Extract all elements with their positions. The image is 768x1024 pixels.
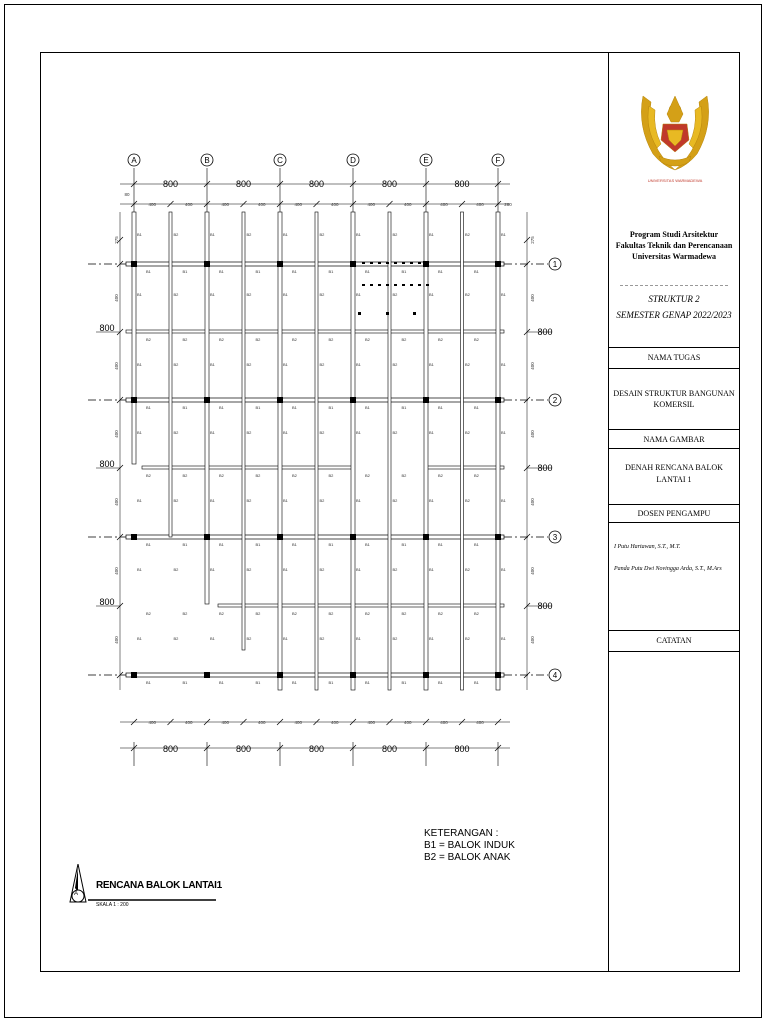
dimension-subspan-label: 400 bbox=[403, 202, 412, 207]
beam-label: B1 bbox=[182, 269, 188, 274]
beam-label: B1 bbox=[438, 269, 443, 274]
beam-label: B2 bbox=[255, 611, 261, 616]
beam-label: B1 bbox=[501, 636, 506, 641]
dimension-span-label: 800 bbox=[308, 179, 325, 189]
dimension-span-label: 800 bbox=[381, 744, 398, 754]
beam-label: B1 bbox=[210, 232, 215, 237]
drawing-scale: SKALA 1 : 200 bbox=[96, 902, 129, 908]
void-dot bbox=[370, 262, 373, 264]
beam-label: B2 bbox=[319, 498, 325, 503]
void-dot bbox=[402, 284, 405, 286]
grid-label-col: F bbox=[495, 156, 501, 165]
beam-label: B2 bbox=[319, 362, 325, 367]
beam-label: B1 bbox=[328, 269, 334, 274]
dimension-span-label: 800 bbox=[381, 179, 398, 189]
grid-label-row: 3 bbox=[552, 533, 558, 542]
dimension-edge-label: 275 bbox=[114, 236, 119, 244]
dimension-subspan-label: 400 bbox=[367, 202, 376, 207]
beam-label: B2 bbox=[438, 473, 443, 478]
beam-b1-vertical bbox=[278, 212, 282, 690]
beam-label: B2 bbox=[319, 430, 325, 435]
beam-label: B1 bbox=[438, 405, 443, 410]
dimension-subspan-label: 400 bbox=[114, 636, 119, 644]
beam-label: B1 bbox=[219, 269, 224, 274]
beam-label: B1 bbox=[283, 362, 288, 367]
beam-label: B2 bbox=[182, 473, 188, 478]
beam-label: B2 bbox=[182, 337, 188, 342]
beam-label: B1 bbox=[429, 292, 434, 297]
void-dot bbox=[362, 262, 365, 264]
dimension-subspan-label: 400 bbox=[221, 202, 230, 207]
beam-label: B2 bbox=[319, 232, 325, 237]
svg-text:UNIVERSITAS WARMADEWA: UNIVERSITAS WARMADEWA bbox=[647, 178, 703, 183]
beam-label: B2 bbox=[465, 362, 470, 367]
beam-label: B1 bbox=[429, 498, 434, 503]
beam-label: B2 bbox=[246, 567, 252, 572]
beam-label: B1 bbox=[219, 542, 224, 547]
beam-label: B1 bbox=[283, 567, 288, 572]
beam-label: B2 bbox=[392, 498, 398, 503]
dimension-subspan-label: 400 bbox=[530, 567, 535, 575]
beam-label: B1 bbox=[137, 232, 142, 237]
institution-line1: Program Studi Arsitektur bbox=[629, 230, 719, 239]
beam-label: B2 bbox=[246, 430, 252, 435]
beam-label: B1 bbox=[328, 405, 334, 410]
beam-label: B1 bbox=[365, 542, 370, 547]
beam-label: B2 bbox=[465, 567, 470, 572]
structural-column bbox=[277, 672, 283, 678]
beam-label: B2 bbox=[365, 611, 370, 616]
dimension-subspan-label: 400 bbox=[476, 720, 484, 725]
beam-label: B2 bbox=[292, 337, 297, 342]
beam-label: B1 bbox=[146, 542, 151, 547]
void-dot bbox=[378, 262, 381, 264]
beam-label: B1 bbox=[356, 292, 361, 297]
dimension-subspan-label: 400 bbox=[114, 362, 119, 370]
beam-label: B1 bbox=[137, 292, 142, 297]
beam-b1-vertical bbox=[424, 212, 428, 690]
void-dot bbox=[394, 284, 397, 286]
beam-label: B1 bbox=[501, 498, 506, 503]
beam-label: B1 bbox=[210, 498, 215, 503]
beam-label: B1 bbox=[474, 680, 479, 685]
beam-label: B2 bbox=[173, 362, 179, 367]
beam-label: B2 bbox=[246, 498, 252, 503]
dimension-subspan-label: 400 bbox=[257, 202, 266, 207]
beam-label: B1 bbox=[429, 232, 434, 237]
structural-column bbox=[350, 534, 356, 540]
beam-label: B2 bbox=[401, 473, 407, 478]
beam-label: B1 bbox=[501, 567, 506, 572]
beam-label: B2 bbox=[319, 567, 325, 572]
beam-label: B2 bbox=[328, 473, 334, 478]
dimension-edge-label: 80 bbox=[124, 192, 130, 197]
beam-b1-vertical bbox=[132, 212, 136, 464]
structural-column bbox=[131, 261, 137, 267]
keterangan-b1: B1 = BALOK INDUK bbox=[424, 840, 515, 851]
dimension-span-label: 800 bbox=[454, 744, 470, 754]
structural-column bbox=[495, 397, 501, 403]
beam-label: B2 bbox=[392, 362, 398, 367]
dimension-subspan-label: 400 bbox=[114, 430, 119, 438]
beam-label: B1 bbox=[146, 269, 151, 274]
nama-tugas-label: NAMA TUGAS bbox=[647, 353, 701, 362]
beam-label: B1 bbox=[292, 680, 297, 685]
structural-column bbox=[131, 397, 137, 403]
beam-label: B1 bbox=[182, 680, 188, 685]
void-dot bbox=[402, 262, 405, 264]
beam-label: B1 bbox=[356, 636, 361, 641]
beam-label: B1 bbox=[210, 362, 215, 367]
beam-label: B1 bbox=[292, 405, 297, 410]
beam-label: B2 bbox=[173, 232, 179, 237]
dimension-span-label: 800 bbox=[162, 179, 179, 189]
structural-column bbox=[277, 261, 283, 267]
beam-label: B1 bbox=[137, 567, 142, 572]
structural-column bbox=[495, 672, 501, 678]
beam-label: B1 bbox=[182, 405, 188, 410]
beam-label: B1 bbox=[255, 680, 261, 685]
beam-label: B1 bbox=[356, 498, 361, 503]
structural-column bbox=[350, 397, 356, 403]
structural-column bbox=[204, 397, 210, 403]
beam-label: B2 bbox=[146, 473, 151, 478]
dimension-subspan-label: 400 bbox=[294, 202, 303, 207]
dimension-subspan-label: 400 bbox=[184, 202, 193, 207]
beam-label: B1 bbox=[292, 542, 297, 547]
beam-label: B1 bbox=[401, 542, 407, 547]
void-dot bbox=[413, 312, 416, 315]
beam-b2-vertical bbox=[169, 212, 172, 537]
structural-column bbox=[495, 534, 501, 540]
grid-label-col: D bbox=[350, 156, 356, 165]
beam-label: B1 bbox=[401, 680, 407, 685]
void-dot bbox=[418, 262, 421, 264]
beam-label: B2 bbox=[173, 498, 179, 503]
beam-label: B1 bbox=[255, 405, 261, 410]
structural-column bbox=[204, 672, 210, 678]
beam-label: B1 bbox=[137, 636, 142, 641]
beam-b2-horizontal bbox=[426, 466, 504, 469]
structural-column bbox=[423, 397, 429, 403]
beam-label: B1 bbox=[501, 430, 506, 435]
structural-column bbox=[423, 672, 429, 678]
beam-label: B2 bbox=[474, 337, 479, 342]
beam-label: B2 bbox=[255, 473, 261, 478]
grid-label-row: 2 bbox=[552, 396, 558, 405]
dimension-span-label: 800 bbox=[235, 744, 252, 754]
dosen-label: DOSEN PENGAMPU bbox=[637, 509, 711, 518]
beam-label: B1 bbox=[356, 430, 361, 435]
beam-label: B1 bbox=[283, 430, 288, 435]
void-dot bbox=[362, 284, 365, 286]
beam-label: B1 bbox=[328, 680, 334, 685]
dimension-subspan-label: 400 bbox=[530, 430, 535, 438]
structural-column bbox=[277, 397, 283, 403]
beam-label: B1 bbox=[438, 680, 443, 685]
beam-label: B2 bbox=[292, 611, 297, 616]
void-dot bbox=[410, 262, 413, 264]
beam-label: B1 bbox=[283, 232, 288, 237]
beam-label: B1 bbox=[137, 430, 142, 435]
structural-column bbox=[204, 534, 210, 540]
beam-label: B2 bbox=[246, 362, 252, 367]
dimension-span-label: 800 bbox=[537, 601, 553, 611]
grid-label-col: B bbox=[204, 156, 210, 165]
structural-column bbox=[204, 261, 210, 267]
beam-label: B2 bbox=[328, 337, 334, 342]
dimension-span-label: 800 bbox=[537, 327, 553, 337]
dimension-subspan-label: 400 bbox=[114, 567, 119, 575]
void-dot bbox=[426, 284, 429, 286]
institution-line3: Universitas Warmadewa bbox=[631, 252, 717, 261]
void-dot bbox=[358, 312, 361, 315]
void-dot bbox=[378, 284, 381, 286]
beam-label: B2 bbox=[392, 232, 398, 237]
dimension-subspan-label: 400 bbox=[114, 294, 119, 302]
beam-label: B1 bbox=[438, 542, 443, 547]
beam-label: B1 bbox=[365, 405, 370, 410]
beam-b2-vertical bbox=[388, 212, 391, 690]
dimension-subspan-label: 400 bbox=[148, 202, 157, 207]
dimension-subspan-label: 400 bbox=[367, 720, 376, 725]
dimension-span-label: 800 bbox=[235, 179, 252, 189]
grid-label-col: E bbox=[423, 156, 429, 165]
beam-label: B1 bbox=[210, 292, 215, 297]
beam-label: B2 bbox=[465, 292, 470, 297]
beam-label: B2 bbox=[474, 611, 479, 616]
dimension-subspan-label: 400 bbox=[257, 720, 266, 725]
structural-column bbox=[350, 261, 356, 267]
beam-label: B1 bbox=[283, 636, 288, 641]
beam-label: B2 bbox=[146, 611, 151, 616]
beam-label: B2 bbox=[173, 567, 179, 572]
institution-line2: Fakultas Teknik dan Perencanaan bbox=[615, 241, 733, 250]
dimension-subspan-label: 400 bbox=[114, 498, 119, 506]
dimension-subspan-label: 400 bbox=[184, 720, 193, 725]
dimension-subspan-label: 400 bbox=[530, 498, 535, 506]
beam-label: B1 bbox=[501, 362, 506, 367]
beam-label: B2 bbox=[319, 636, 325, 641]
beam-label: B1 bbox=[401, 405, 407, 410]
beam-label: B1 bbox=[401, 269, 407, 274]
beam-label: B1 bbox=[146, 680, 151, 685]
void-dot bbox=[418, 284, 421, 286]
beam-label: B1 bbox=[429, 567, 434, 572]
beam-label: B2 bbox=[246, 232, 252, 237]
beam-label: B2 bbox=[401, 337, 407, 342]
beam-label: B2 bbox=[146, 337, 151, 342]
beam-label: B1 bbox=[474, 269, 479, 274]
beam-label: B1 bbox=[283, 292, 288, 297]
dimension-subspan-label: 400 bbox=[330, 720, 339, 725]
beam-b2-vertical bbox=[315, 212, 318, 690]
beam-label: B1 bbox=[356, 567, 361, 572]
beam-label: B2 bbox=[438, 337, 443, 342]
void-dot bbox=[394, 262, 397, 264]
structural-column bbox=[495, 261, 501, 267]
beam-b1-vertical bbox=[205, 212, 209, 604]
keterangan-title: KETERANGAN : bbox=[424, 828, 499, 839]
beam-label: B2 bbox=[182, 611, 188, 616]
beam-label: B2 bbox=[392, 636, 398, 641]
beam-b2-vertical bbox=[242, 212, 245, 650]
grid-label-row: 4 bbox=[552, 671, 558, 680]
dimension-span-label: 800 bbox=[308, 744, 325, 754]
beam-label: B2 bbox=[392, 567, 398, 572]
dimension-span-label: 800 bbox=[454, 179, 470, 189]
beam-label: B2 bbox=[392, 430, 398, 435]
beam-label: B1 bbox=[501, 232, 506, 237]
beam-label: B1 bbox=[474, 405, 479, 410]
beam-label: B1 bbox=[365, 269, 370, 274]
dimension-subspan-label: 400 bbox=[221, 720, 230, 725]
beam-b2-horizontal bbox=[142, 466, 353, 469]
beam-label: B2 bbox=[328, 611, 334, 616]
beam-label: B2 bbox=[465, 232, 470, 237]
dimension-edge-label: 280 bbox=[504, 202, 512, 207]
structural-column bbox=[131, 534, 137, 540]
beam-label: B1 bbox=[356, 232, 361, 237]
nama-tugas-value-line2: KOMERSIL bbox=[653, 400, 695, 409]
course-line1: STRUKTUR 2 bbox=[648, 294, 700, 304]
beam-label: B2 bbox=[246, 292, 252, 297]
beam-label: B2 bbox=[465, 636, 470, 641]
beam-label: B2 bbox=[319, 292, 325, 297]
beam-label: B2 bbox=[465, 430, 470, 435]
beam-label: B1 bbox=[283, 498, 288, 503]
beam-label: B1 bbox=[137, 362, 142, 367]
beam-label: B2 bbox=[219, 337, 224, 342]
nama-gambar-label: NAMA GAMBAR bbox=[643, 435, 705, 444]
void-dot bbox=[386, 312, 389, 315]
grid-label-row: 1 bbox=[552, 260, 558, 269]
dimension-span-label: 800 bbox=[99, 323, 115, 333]
void-dot bbox=[410, 284, 413, 286]
dimension-subspan-label: 400 bbox=[440, 202, 448, 207]
beam-label: B2 bbox=[465, 498, 470, 503]
drawing-title: RENCANA BALOK LANTAI1 bbox=[96, 880, 222, 891]
beam-label: B2 bbox=[438, 611, 443, 616]
beam-label: B2 bbox=[219, 611, 224, 616]
dimension-subspan-label: 400 bbox=[530, 362, 535, 370]
dimension-subspan-label: 400 bbox=[294, 720, 303, 725]
nama-gambar-value-line1: DENAH RENCANA BALOK bbox=[625, 463, 723, 472]
beam-label: B1 bbox=[210, 567, 215, 572]
dimension-edge-label: 275 bbox=[530, 236, 535, 244]
beam-label: B2 bbox=[292, 473, 297, 478]
void-dot bbox=[386, 262, 389, 264]
beam-label: B2 bbox=[474, 473, 479, 478]
structural-column bbox=[277, 534, 283, 540]
grid-label-col: C bbox=[277, 156, 283, 165]
structural-column bbox=[131, 672, 137, 678]
beam-label: B1 bbox=[210, 636, 215, 641]
beam-label: B1 bbox=[365, 680, 370, 685]
beam-label: B1 bbox=[210, 430, 215, 435]
beam-label: B1 bbox=[474, 542, 479, 547]
beam-label: B2 bbox=[173, 430, 179, 435]
beam-label: B1 bbox=[255, 542, 261, 547]
beam-b1-vertical bbox=[496, 212, 500, 690]
grid-label-col: A bbox=[131, 156, 137, 165]
dimension-span-label: 800 bbox=[162, 744, 179, 754]
void-dot bbox=[386, 284, 389, 286]
beam-label: B2 bbox=[401, 611, 407, 616]
void-dot bbox=[426, 262, 429, 264]
keterangan-b2: B2 = BALOK ANAK bbox=[424, 852, 511, 863]
beam-label: B2 bbox=[392, 292, 398, 297]
dosen-name2: Panda Putu Dwi Novingga Arda, S.T., M.Ars bbox=[614, 566, 722, 572]
beam-label: B1 bbox=[137, 498, 142, 503]
dimension-subspan-label: 400 bbox=[148, 720, 157, 725]
dimension-span-label: 800 bbox=[99, 459, 115, 469]
beam-label: B1 bbox=[328, 542, 334, 547]
dimension-subspan-label: 400 bbox=[330, 202, 339, 207]
beam-label: B2 bbox=[365, 337, 370, 342]
beam-label: B1 bbox=[146, 405, 151, 410]
beam-label: B2 bbox=[365, 473, 370, 478]
dimension-subspan-label: 400 bbox=[530, 636, 535, 644]
structural-column bbox=[423, 534, 429, 540]
beam-label: B1 bbox=[429, 362, 434, 367]
beam-label: B1 bbox=[501, 292, 506, 297]
beam-label: B2 bbox=[173, 292, 179, 297]
beam-label: B1 bbox=[429, 636, 434, 641]
beam-b2-vertical bbox=[461, 212, 464, 690]
void-dot bbox=[370, 284, 373, 286]
structural-column bbox=[350, 672, 356, 678]
dimension-span-label: 800 bbox=[99, 597, 115, 607]
dosen-name1: I Putu Hartawan, S.T., M.T. bbox=[614, 544, 681, 550]
beam-label: B1 bbox=[219, 680, 224, 685]
beam-label: B2 bbox=[219, 473, 224, 478]
dimension-subspan-label: 400 bbox=[440, 720, 448, 725]
dimension-subspan-label: 400 bbox=[530, 294, 535, 302]
beam-label: B2 bbox=[246, 636, 252, 641]
beam-label: B1 bbox=[182, 542, 188, 547]
drawing-marker-label: A bbox=[74, 891, 79, 897]
beam-label: B1 bbox=[429, 430, 434, 435]
beam-b1-vertical bbox=[351, 212, 355, 690]
dimension-span-label: 800 bbox=[537, 463, 553, 473]
course-line2: SEMESTER GENAP 2022/2023 bbox=[616, 310, 732, 320]
dimension-subspan-label: 400 bbox=[476, 202, 484, 207]
dimension-subspan-label: 400 bbox=[403, 720, 412, 725]
catatan-label: CATATAN bbox=[656, 636, 692, 645]
beam-label: B1 bbox=[219, 405, 224, 410]
beam-label: B1 bbox=[356, 362, 361, 367]
nama-tugas-value-line1: DESAIN STRUKTUR BANGUNAN bbox=[613, 389, 735, 398]
beam-label: B1 bbox=[255, 269, 261, 274]
beam-label: B2 bbox=[173, 636, 179, 641]
beam-label: B1 bbox=[292, 269, 297, 274]
beam-label: B2 bbox=[255, 337, 261, 342]
nama-gambar-value-line2: LANTAI 1 bbox=[656, 475, 692, 484]
